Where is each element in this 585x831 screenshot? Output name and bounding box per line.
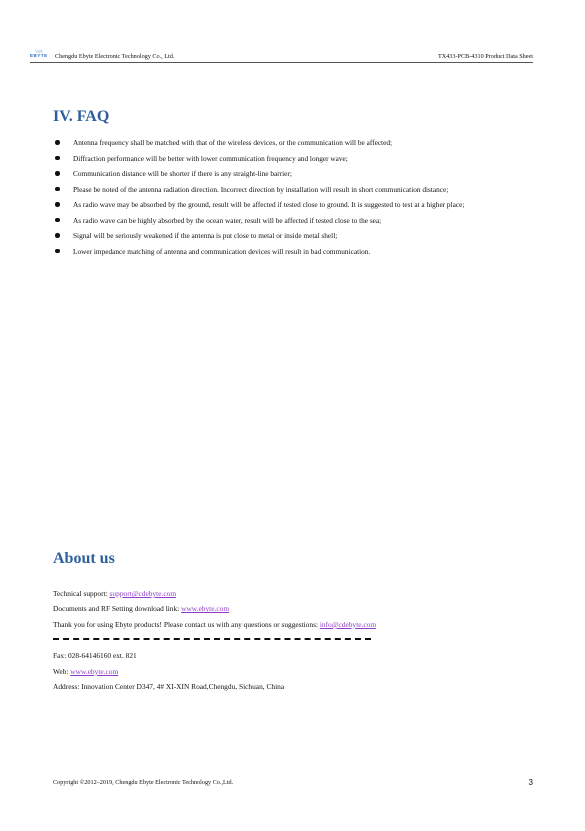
web-link[interactable]: www.ebyte.com <box>70 666 119 676</box>
thanks-line <box>53 617 533 632</box>
faq-list <box>53 135 535 259</box>
bullet-icon <box>55 202 60 207</box>
logo-top-text: ไซลิ <box>35 49 43 54</box>
thanks-label: Thank you for using Ebyte products! Please contact us with any questions or suggestions: <box>53 619 320 629</box>
bullet-icon <box>55 249 60 254</box>
faq-item <box>53 151 535 167</box>
bullet-icon <box>55 187 60 192</box>
faq-item <box>53 244 535 260</box>
faq-item <box>53 166 535 182</box>
faq-item-text: Lower impedance matching of antenna and communication devices will result in bad communication. <box>73 246 371 256</box>
header-company-name: Chengdu Ebyte Electronic Technology Co., Ltd. <box>55 53 175 60</box>
faq-item-text: Signal will be seriously weakened if the antenna is put close to metal or inside metal shell; <box>73 231 338 240</box>
bullet-icon <box>55 233 60 238</box>
faq-item <box>53 182 535 198</box>
download-line <box>53 601 533 616</box>
faq-heading: IV. FAQ <box>53 108 110 125</box>
dashed-divider <box>53 638 371 640</box>
contact-email-link[interactable]: info@cdebyte.com <box>319 619 377 629</box>
bullet-icon <box>55 156 60 161</box>
support-line <box>53 586 533 601</box>
faq-item <box>53 135 535 151</box>
footer-copyright: Copyright ©2012–2019, Chengdu Ebyte Electronic Technology Co.,Ltd. <box>53 779 234 786</box>
support-email-link[interactable]: support@cdebyte.com <box>109 589 177 598</box>
fax-line: Fax: 028-64146160 ext. 821 <box>53 651 137 661</box>
faq-item-text: Diffraction performance will be better with lower communication frequency and longer wave; <box>73 153 348 163</box>
about-section <box>53 586 533 694</box>
page-number: 3 <box>528 778 533 787</box>
about-heading: About us <box>53 550 115 567</box>
download-link[interactable]: www.ebyte.com <box>181 604 230 614</box>
faq-item <box>53 197 535 213</box>
address-line: Address: Innovation Center D347, 4# XI-XIN Road,Chengdu, Sichuan, China <box>53 682 285 692</box>
faq-item-text: Antenna frequency shall be matched with that of the wireless devices, or the communication will be affected; <box>73 138 392 147</box>
bullet-icon <box>55 218 60 223</box>
faq-item-text: As radio wave can be highly absorbed by the ocean water, result will be affected if tested close to the sea; <box>73 215 382 225</box>
page-header <box>30 50 533 63</box>
bullet-icon <box>55 171 60 176</box>
faq-item-text: Please be noted of the antenna radiation direction. Incorrect direction by installation will result in short communication distance; <box>73 184 449 194</box>
logo-brand-text: EBYTE <box>30 53 48 58</box>
web-line <box>53 664 533 679</box>
faq-item-text: As radio wave may be absorbed by the ground, result will be affected if tested close to ground. It is suggested to test at a higher place; <box>73 200 465 209</box>
faq-item <box>53 213 535 229</box>
bullet-icon <box>55 140 60 145</box>
web-label: Web: <box>53 666 71 676</box>
download-label: Documents and RF Setting download link: <box>53 604 182 614</box>
faq-item <box>53 228 535 244</box>
header-document-title: TX433-PCB-4310 Product Data Sheet <box>437 53 533 60</box>
ebyte-logo <box>30 48 52 60</box>
support-label: Technical support: <box>53 589 110 598</box>
faq-item-text: Communication distance will be shorter if there is any straight-line barrier; <box>73 169 292 178</box>
